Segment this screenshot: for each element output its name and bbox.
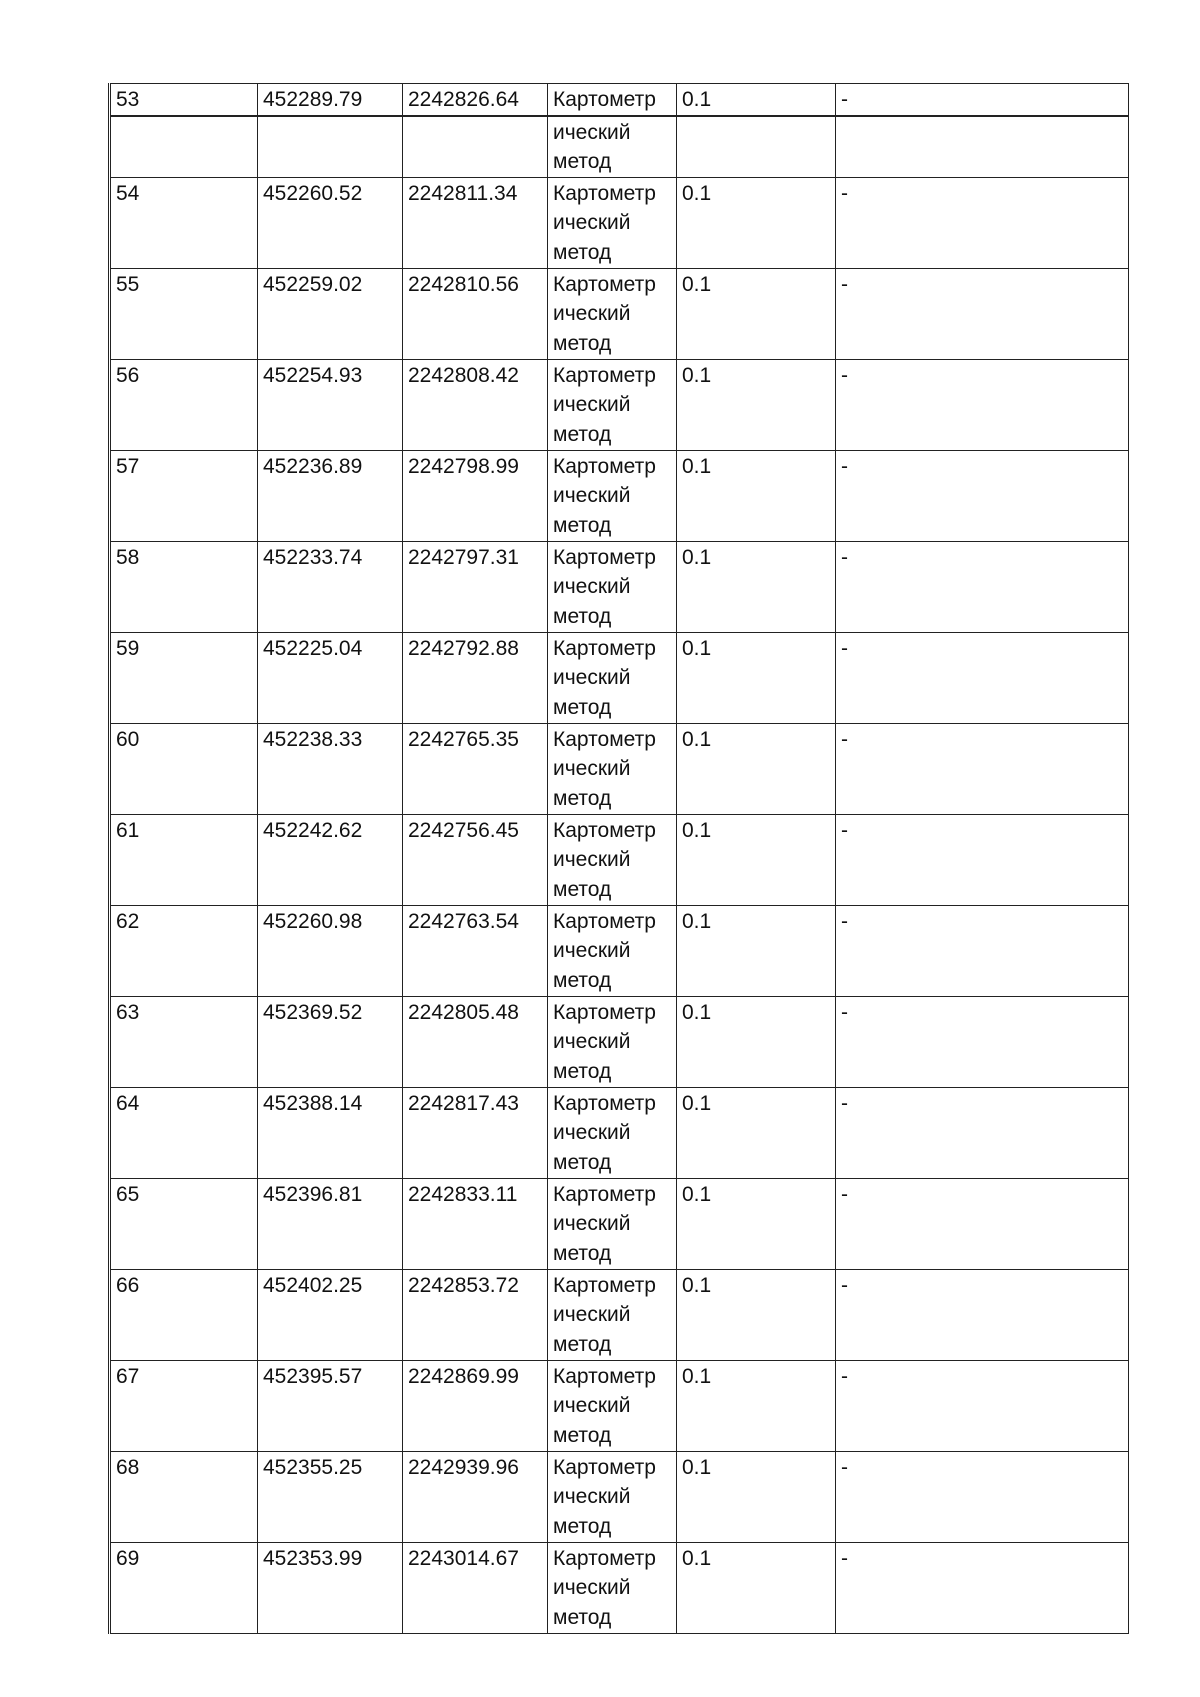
x-coordinate-cell: 452254.93 [258,359,403,450]
method-line: метод [553,331,612,355]
method-line: ический [553,302,631,325]
accuracy-cell: 0.1 [677,541,836,632]
y-coordinate-cell: 2242808.42 [403,359,548,450]
note-cell: - [836,177,1129,268]
y-coordinate-cell: 2242798.99 [403,450,548,541]
method-line: ический [553,120,631,144]
note-cell: - [836,450,1129,541]
method-line: Картометр [553,1364,656,1388]
accuracy-cell: 0.1 [677,359,836,450]
accuracy-cell: 0.1 [677,84,836,116]
note-cell: - [836,541,1129,632]
method-line: ический [553,1303,631,1326]
accuracy-cell: 0.1 [677,1451,836,1542]
method-line: ический [553,848,631,871]
y-coordinate-cell: 2242853.72 [403,1269,548,1360]
method-cell [548,905,677,996]
accuracy-cell: 0.1 [677,814,836,905]
method-line: Картометр [553,181,656,205]
note-cell: - [836,905,1129,996]
method-line: метод [553,1605,612,1629]
note-cell: - [836,723,1129,814]
note-cell: - [836,1451,1129,1542]
table-row [110,905,1129,996]
x-coordinate-cell: 452236.89 [258,450,403,541]
accuracy-cell: 0.1 [677,1087,836,1178]
note-cell: - [836,1360,1129,1451]
accuracy-cell: 0.1 [677,268,836,359]
table-row [110,1542,1129,1633]
point-number-cell: 58 [110,541,258,632]
method-line: ический [553,211,631,234]
note-cell: - [836,1269,1129,1360]
x-coordinate-cell: 452388.14 [258,1087,403,1178]
note-cell [836,116,1129,178]
point-number-cell: 67 [110,1360,258,1451]
method-line: Картометр [553,727,656,751]
y-coordinate-cell [403,116,548,178]
method-line: Картометр [553,1182,656,1206]
y-coordinate-cell: 2242810.56 [403,268,548,359]
method-cell [548,177,677,268]
method-cell [548,116,677,178]
method-line: метод [553,786,612,810]
coordinates-table-body [110,84,1129,1634]
method-line: Картометр [553,363,656,387]
x-coordinate-cell: 452402.25 [258,1269,403,1360]
x-coordinate-cell: 452396.81 [258,1178,403,1269]
accuracy-cell: 0.1 [677,177,836,268]
point-number-cell: 55 [110,268,258,359]
method-line: Картометр [553,1455,656,1479]
method-line: Картометр [553,909,656,933]
point-number-cell: 62 [110,905,258,996]
method-cell [548,1087,677,1178]
method-cell [548,814,677,905]
method-line: ический [553,484,631,507]
method-cell [548,1178,677,1269]
y-coordinate-cell: 2242826.64 [403,84,548,116]
method-cell [548,1360,677,1451]
y-coordinate-cell: 2242763.54 [403,905,548,996]
method-cell [548,723,677,814]
method-line: ический [553,1394,631,1417]
method-cell [548,359,677,450]
x-coordinate-cell: 452242.62 [258,814,403,905]
method-line: ический [553,1576,631,1599]
note-cell: - [836,1087,1129,1178]
y-coordinate-cell: 2242765.35 [403,723,548,814]
method-line: ический [553,1030,631,1053]
accuracy-cell: 0.1 [677,996,836,1087]
method-line: Картометр [553,545,656,569]
note-cell: - [836,1542,1129,1633]
point-number-cell: 68 [110,1451,258,1542]
coordinates-table [108,83,1129,1634]
method-line: метод [553,1241,612,1265]
x-coordinate-cell: 452260.98 [258,905,403,996]
x-coordinate-cell [258,116,403,178]
method-cell [548,541,677,632]
point-number-cell: 64 [110,1087,258,1178]
x-coordinate-cell: 452395.57 [258,1360,403,1451]
accuracy-cell: 0.1 [677,1360,836,1451]
method-line: ический [553,939,631,962]
method-cell [548,632,677,723]
x-coordinate-cell: 452289.79 [258,84,403,116]
note-cell: - [836,996,1129,1087]
x-coordinate-cell: 452233.74 [258,541,403,632]
method-line: Картометр [553,1273,656,1297]
x-coordinate-cell: 452238.33 [258,723,403,814]
accuracy-cell: 0.1 [677,450,836,541]
method-cell [548,1451,677,1542]
note-cell: - [836,814,1129,905]
table-row [110,1269,1129,1360]
x-coordinate-cell: 452353.99 [258,1542,403,1633]
y-coordinate-cell: 2242939.96 [403,1451,548,1542]
method-line: Картометр [553,1000,656,1024]
method-line: метод [553,604,612,628]
method-line: Картометр [553,454,656,478]
table-row-continuation [110,116,1129,178]
table-row [110,1451,1129,1542]
x-coordinate-cell: 452260.52 [258,177,403,268]
method-line: метод [553,968,612,992]
method-line: ический [553,1485,631,1508]
method-line: метод [553,1150,612,1174]
method-line: Картометр [553,272,656,296]
note-cell: - [836,1178,1129,1269]
accuracy-cell: 0.1 [677,723,836,814]
method-line: метод [553,422,612,446]
point-number-cell: 65 [110,1178,258,1269]
x-coordinate-cell: 452259.02 [258,268,403,359]
method-cell [548,996,677,1087]
method-line: метод [553,695,612,719]
method-cell [548,268,677,359]
y-coordinate-cell: 2242792.88 [403,632,548,723]
point-number-cell: 63 [110,996,258,1087]
y-coordinate-cell: 2243014.67 [403,1542,548,1633]
point-number-cell: 60 [110,723,258,814]
point-number-cell: 59 [110,632,258,723]
y-coordinate-cell: 2242756.45 [403,814,548,905]
table-row [110,1360,1129,1451]
accuracy-cell: 0.1 [677,1269,836,1360]
method-line: метод [553,1332,612,1356]
x-coordinate-cell: 452355.25 [258,1451,403,1542]
point-number-cell: 57 [110,450,258,541]
point-number-cell [110,116,258,178]
table-row [110,450,1129,541]
x-coordinate-cell: 452369.52 [258,996,403,1087]
table-row [110,177,1129,268]
method-line: метод [553,877,612,901]
y-coordinate-cell: 2242817.43 [403,1087,548,1178]
note-cell: - [836,359,1129,450]
method-line: метод [553,150,612,173]
accuracy-cell: 0.1 [677,632,836,723]
method-line: ический [553,1212,631,1235]
table-row [110,359,1129,450]
point-number-cell: 53 [110,84,258,116]
method-cell [548,450,677,541]
accuracy-cell: 0.1 [677,1542,836,1633]
point-number-cell: 56 [110,359,258,450]
y-coordinate-cell: 2242811.34 [403,177,548,268]
table-row [110,723,1129,814]
table-row [110,1087,1129,1178]
note-cell: - [836,84,1129,116]
y-coordinate-cell: 2242833.11 [403,1178,548,1269]
table-row [110,268,1129,359]
method-line: метод [553,1059,612,1083]
method-line: Картометр [553,1091,656,1115]
note-cell: - [836,632,1129,723]
method-cell [548,1269,677,1360]
accuracy-cell: 0.1 [677,1178,836,1269]
y-coordinate-cell: 2242797.31 [403,541,548,632]
point-number-cell: 61 [110,814,258,905]
method-line: ический [553,393,631,416]
method-line: Картометр [553,818,656,842]
method-cell: Картометр [548,84,677,116]
x-coordinate-cell: 452225.04 [258,632,403,723]
table-row [110,814,1129,905]
table-row [110,632,1129,723]
method-line: ический [553,1121,631,1144]
point-number-cell: 66 [110,1269,258,1360]
method-line: ический [553,575,631,598]
method-line: метод [553,1514,612,1538]
y-coordinate-cell: 2242805.48 [403,996,548,1087]
method-cell [548,1542,677,1633]
method-line: ический [553,666,631,689]
method-line: метод [553,1423,612,1447]
point-number-cell: 54 [110,177,258,268]
method-line: Картометр [553,636,656,660]
table-row [110,1178,1129,1269]
table-row [110,84,1129,116]
table-row [110,541,1129,632]
method-line: метод [553,513,612,537]
y-coordinate-cell: 2242869.99 [403,1360,548,1451]
table-row [110,996,1129,1087]
method-line: ический [553,757,631,780]
point-number-cell: 69 [110,1542,258,1633]
method-line: метод [553,240,612,264]
accuracy-cell: 0.1 [677,905,836,996]
method-line: Картометр [553,1546,656,1570]
accuracy-cell [677,116,836,178]
note-cell: - [836,268,1129,359]
